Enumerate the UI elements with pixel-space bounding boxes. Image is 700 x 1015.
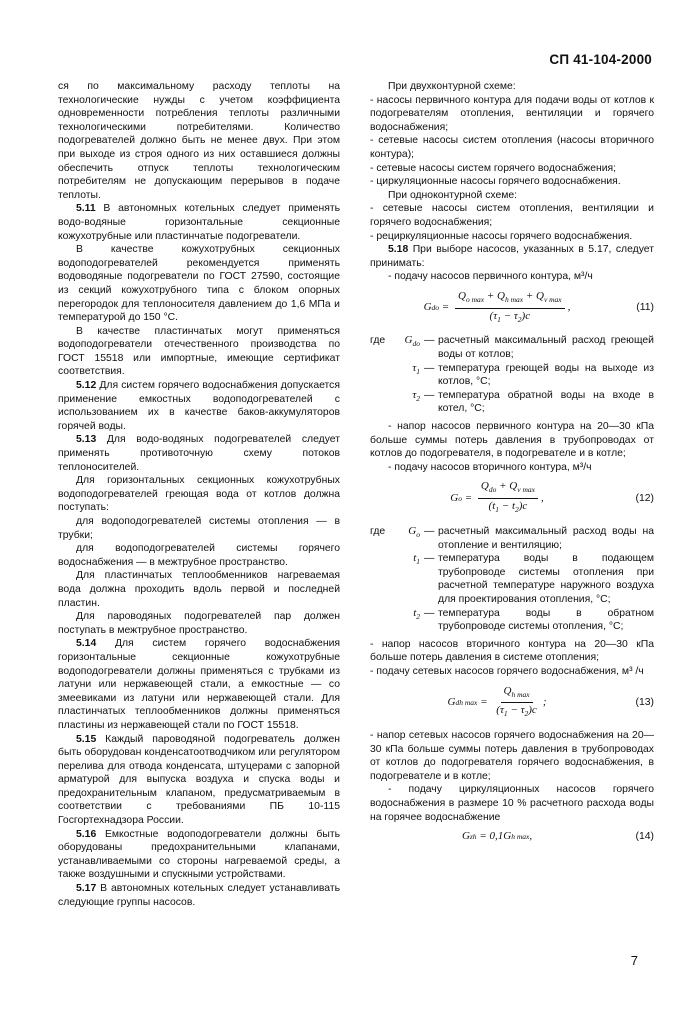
paragraph: 5.14 Для систем горячего водоснабжения горизонтальные секционные кожухотрубные водоподогреватели должны применяться с трубками из латуни или нержавеющей стали, а емкостные — со змеевиками из латуни или нержавеющей стали. Для пластинчатых теплообменников должны применяться пластины из нержавеющей стали по ГОСТ 15518. — [58, 638, 340, 731]
paragraph: 5.15 Каждый пароводяной подогреватель должен быть оборудован конденсатоотводчиком или регулятором перелива для отвода конденсата, штуцерами с запорной арматурой для выпуска воздуха и спуска воды и предохранительным клапаном, предусматриваемым в соответствии с требованиями ПБ 10-115 Госгортехнадзора России. — [58, 733, 340, 827]
clause-number: 5.13 — [76, 434, 97, 446]
formula-12: G o = $\frac{Q_{do} + Q_{v max}}{(t_1 - t_2)c}$ , (12) — [450, 480, 654, 515]
paragraph: - сетевые насосы систем горячего водоснабжения; — [370, 162, 617, 174]
clause-number: 5.16 — [76, 828, 97, 840]
paragraph: - насосы первичного контура для подачи воды от котлов к подогревателям отопления, вентиляции и горячего водоснабжения; — [370, 94, 654, 133]
paragraph: - циркуляционные насосы горячего водоснабжения. — [370, 176, 621, 188]
paragraph: для водоподогревателей системы горячего водоснабжения — в межтрубное пространство. — [58, 543, 340, 568]
formula-14: G zh = 0,1G h max , (14) — [461, 830, 654, 843]
paragraph: При двухконтурной схеме: — [388, 81, 516, 92]
formula-number: (11) — [636, 302, 654, 314]
paragraph: - сетевые насосы систем отопления, вентиляции и горячего водоснабжения; — [370, 203, 654, 228]
paragraph: Для пластинчатых теплообменников нагреваемая вода должна проходить вдоль первой и последней пластин. — [58, 570, 340, 609]
right-column — [370, 80, 654, 852]
clause-number: 5.14 — [76, 638, 97, 650]
paragraph: - рециркуляционные насосы горячего водоснабжения. — [370, 230, 633, 242]
paragraph: Для пароводяных подогревателей пар должен поступать в межтрубное пространство. — [58, 611, 340, 636]
clause-number: 5.17 — [76, 883, 97, 895]
definitions: где $G_{do}$ — расчетный максимальный расход греющей воды от котлов; $\tau_1$ — температура греющей воды на выходе из котлов, °С; $\tau_2$ — температура обратной воды на входе в котел, °С; — [370, 334, 654, 415]
paragraph: - напор насосов первичного контура на 20—30 кПа больше суммы потерь давления в трубопроводах от котлов до подогревателя, в подогревателе и в котле; — [370, 421, 654, 460]
paragraph: 5.18 При выборе насосов, указанных в 5.17, следует принимать: — [370, 244, 654, 269]
clause-number: 5.18 — [388, 244, 409, 256]
paragraph: ся по максимальному расходу теплоты на технологические нужды с учетом коэффициента одновременности потребления теплоты различными технологическими потребителями. Количество подогревателей должно быть не менее двух. При этом при выходе из строя одного из них оставшиеся должны обеспечить отпуск теплоты технологическим потребителям не допускающим перерывов в подаче теплоты. — [58, 81, 340, 201]
clause-number: 5.11 — [76, 203, 96, 215]
formula-number: (14) — [635, 831, 654, 843]
paragraph: 5.13 Для водо-водяных подогревателей следует применять противоточную схему потоков теплоносителей. — [58, 434, 340, 473]
paragraph: В качестве пластинчатых могут применяться водоподогреватели отечественного производства по ГОСТ 15518 или импортные, имеющие сертификат соответствия. — [58, 325, 340, 378]
paragraph: 5.11 В автономных котельных следует применять водо-водяные горизонтальные секционные кожухотрубные или пластинчатые подогреватели. — [58, 203, 340, 242]
paragraph: - подачу циркуляционных насосов горячего водоснабжения в размере 10 % расчетного расхода воды на горячее водоснабжение — [370, 784, 654, 823]
left-column — [58, 80, 340, 909]
paragraph: для водоподогревателей системы отопления — в трубки; — [58, 516, 340, 541]
page-number: 7 — [630, 953, 638, 968]
paragraph: В качестве кожухотрубных секционных водоподогревателей рекомендуется применять водоводяные подогреватели по ГОСТ 27590, состоящие из секций кожухотрубного типа с блоком опорных перегородок для теплоносителя давлением до 1,6 МПа и температурой до 150 °С. — [58, 244, 340, 324]
paragraph: - подачу насосов первичного контура, м³/ч — [388, 271, 593, 283]
paragraph: 5.12 Для систем горячего водоснабжения допускается применение емкостных водоподогревателей с использованием их в качестве баков-аккумуляторов горячей воды. — [58, 380, 340, 432]
paragraph: - подачу сетевых насосов горячего водоснабжения, м³ /ч — [370, 665, 644, 677]
paragraph: - напор сетевых насосов горячего водоснабжения на 20—30 кПа больше суммы потерь давления в трубопроводах от котлов до подогревателя горячего водоснабжения, в подогревателе и в котле; — [370, 730, 654, 782]
paragraph: 5.17 В автономных котельных следует устанавливать следующие группы насосов. — [58, 883, 340, 908]
paragraph: - напор насосов вторичного контура на 20—30 кПа больше потерь давления в системе отопления; — [370, 638, 654, 664]
clause-number: 5.12 — [76, 380, 97, 392]
definitions: где $G_o$ — расчетный максимальный расход воды на отопление и вентиляцию; $t_1$ — температура воды в подающем трубопроводе системы отопления при расчетной температуре наружного воздуха для проектирования отопления, °С; $t_2$ — температура воды в обратном трубопроводе системы отопления, °С; — [370, 524, 654, 633]
clause-number: 5.15 — [76, 733, 97, 745]
formula-number: (12) — [635, 492, 654, 504]
document-code: СП 41-104-2000 — [549, 52, 652, 67]
formula-11: G do = $\frac{Q_{o max} + Q_{h max} + Q_{v max}}{(\tau_1 - \tau_2)c}$ , (11) — [423, 289, 654, 324]
formula-number: (13) — [635, 696, 654, 708]
paragraph: - подачу насосов вторичного контура, м³/ч — [388, 461, 592, 473]
paragraph: 5.16 Емкостные водоподогреватели должны быть оборудованы предохранительными клапанами, устанавливаемыми со стороны нагреваемой среды, а также воздушными и спускными устройствами. — [58, 828, 340, 881]
paragraph: - сетевые насосы систем отопления (насосы вторичного контура); — [370, 135, 654, 160]
paragraph: При одноконтурной схеме: — [388, 189, 518, 201]
paragraph: Для горизонтальных секционных кожухотрубных водоподогревателей греющая вода от котлов должна поступать: — [58, 475, 340, 514]
formula-13: G dh max = $\frac{Q_{h max}}{(\tau_1 - \tau_2)c}$ ; (13) — [447, 684, 654, 719]
